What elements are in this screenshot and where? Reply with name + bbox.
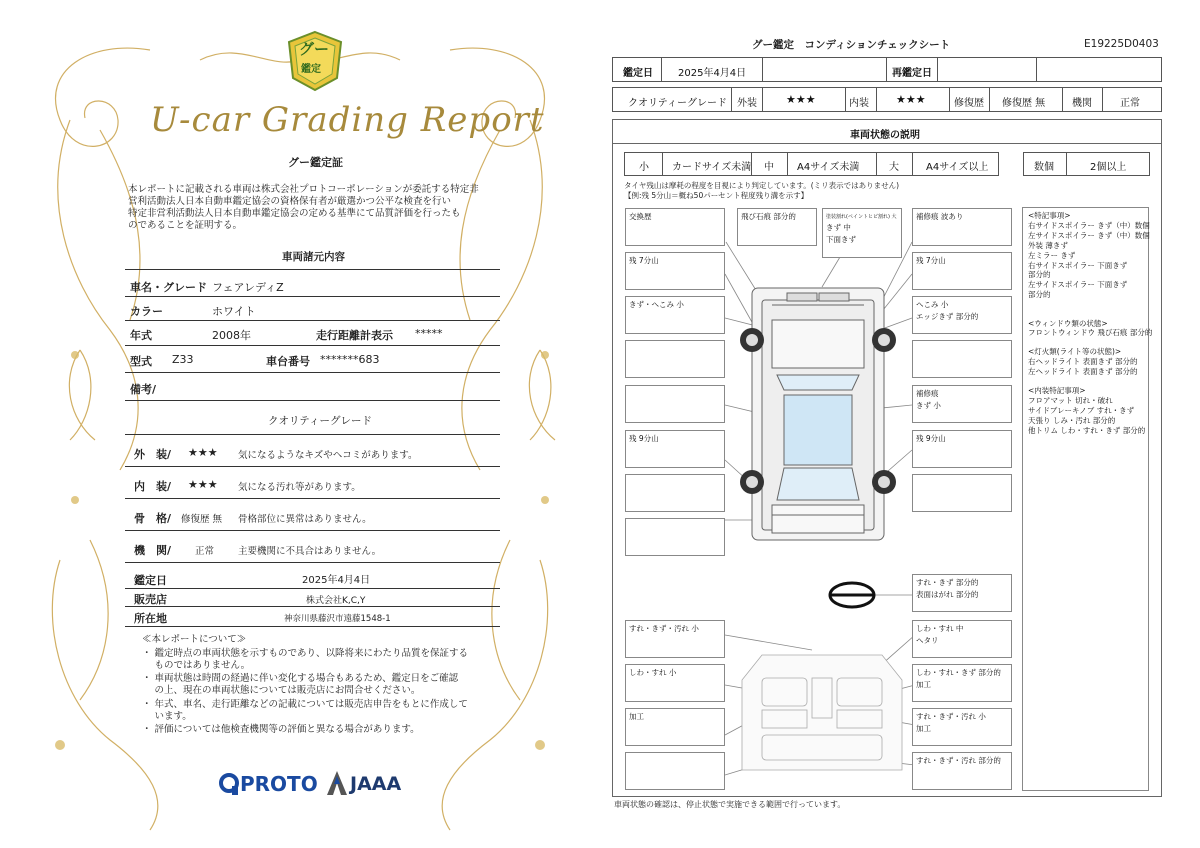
exterior-label: 外 装/	[134, 448, 172, 461]
intro-line-3: 特定非営利活動法人日本自動車鑑定協会の定める基準にて品質評価を行ったも	[128, 208, 461, 219]
condition-text: すれ・きず・汚れ 部分的	[916, 756, 1001, 765]
notice-line-5: ・ 年式、車名、走行距離などの記載については販売店申告をもとに作成して	[142, 699, 468, 710]
condition-box	[912, 474, 1012, 512]
notice-line-6: います。	[142, 711, 192, 722]
notes-line: 外装 薄きず	[1028, 241, 1068, 250]
notice-line-2: ものではありません。	[142, 660, 251, 671]
quality-section-title: クオリティーグレード	[268, 415, 372, 427]
notes-line: 左サイドスポイラー きず（中）数個	[1028, 231, 1150, 240]
condition-text: すれ・きず・汚れ 小	[916, 712, 986, 721]
address-value: 神奈川県藤沢市遠藤1548-1	[284, 614, 391, 624]
divider	[125, 498, 500, 499]
divider	[762, 57, 763, 82]
divider	[787, 152, 788, 176]
condition-text: 塗装割れ(ペイントヒビ割れ) 大	[826, 214, 897, 220]
repair-history-value: 修復歴 無	[1002, 98, 1046, 109]
divider	[762, 87, 763, 112]
notes-line: フロアマット 切れ・破れ	[1028, 396, 1113, 405]
repair-history-label: 修復歴	[954, 98, 984, 109]
divider	[845, 87, 846, 112]
condition-text: 下面きず	[826, 235, 856, 244]
engine-value: 正常	[1120, 98, 1140, 109]
spec-section-title: 車両諸元内容	[282, 251, 345, 263]
condition-box	[625, 430, 725, 468]
condition-box	[822, 208, 902, 258]
model-value: Z33	[172, 353, 194, 366]
condition-box	[625, 474, 725, 512]
divider	[125, 296, 500, 297]
divider	[886, 57, 887, 82]
year-value: 2008年	[212, 329, 251, 342]
address-label: 所在地	[134, 612, 167, 625]
condition-box	[625, 252, 725, 290]
jaaa-logo-text: JAAA	[350, 773, 402, 795]
notes-line: フロントウィンドウ 飛び石痕 部分的	[1028, 328, 1153, 337]
divider	[949, 87, 950, 112]
divider	[661, 57, 662, 82]
notes-line: <特記事項>	[1028, 211, 1071, 220]
notes-line: <灯火類(ライト等の状態)>	[1028, 347, 1122, 356]
frame-comment: 骨格部位に異常はありません。	[238, 514, 372, 525]
notes-line: 左サイドスポイラー 下面きず	[1028, 280, 1128, 289]
divider	[125, 466, 500, 467]
condition-box	[912, 664, 1012, 702]
notes-line: 左ヘッドライト 表面きず 部分的	[1028, 367, 1138, 376]
divider	[612, 143, 1162, 144]
frame-label: 骨 格/	[134, 512, 172, 525]
condition-text: 加工	[916, 680, 931, 689]
divider	[662, 152, 663, 176]
condition-box	[737, 208, 817, 246]
condition-box	[912, 296, 1012, 334]
interior-label: 内 装/	[134, 480, 172, 493]
exterior-label: 外装	[737, 98, 757, 109]
condition-text: 残 9分山	[629, 434, 659, 443]
divider	[1066, 152, 1067, 176]
proto-logo-icon	[218, 772, 240, 796]
divider	[731, 87, 732, 112]
condition-text: きず 中	[826, 223, 851, 232]
condition-text: 飛び石痕 部分的	[741, 212, 796, 221]
notes-line: <内装特記事項>	[1028, 386, 1086, 395]
divider	[1036, 57, 1037, 82]
chassis-label: 車台番号	[266, 355, 310, 368]
count-label: 数個	[1034, 162, 1054, 173]
appraisal-date-label: 鑑定日	[134, 574, 167, 587]
condition-box	[912, 574, 1012, 612]
condition-text: しわ・すれ 中	[916, 624, 964, 633]
engine-value: 正常	[195, 546, 215, 557]
tire-note-1: タイヤ残山は摩耗の程度を目視により判定しています。(ミリ表示ではありません)	[624, 181, 900, 190]
mileage-label: 走行距離計表示	[316, 329, 393, 342]
size-medium: 中	[764, 162, 774, 173]
quality-grade-label: クオリティーグレード	[628, 98, 727, 109]
badge-bottom-text: 鑑定	[301, 64, 321, 75]
condition-text: しわ・すれ 小	[629, 668, 677, 677]
divider	[876, 152, 877, 176]
condition-text: 表面はがれ 部分的	[916, 590, 979, 599]
engine-label: 機関	[1072, 98, 1092, 109]
condition-box	[912, 340, 1012, 378]
condition-box	[912, 752, 1012, 790]
sheet-footer: 車両状態の確認は、停止状態で実施できる範囲で行っています。	[614, 800, 846, 809]
notice-line-4: の上、現在の車両状態については販売店にお問合せください。	[142, 685, 421, 696]
intro-line-2: 営利活動法人日本自動車鑑定協会の資格保有者が厳選かつ公平な検査を行い	[128, 196, 452, 207]
divider	[125, 530, 500, 531]
divider	[125, 606, 500, 607]
badge-top-text: グー	[299, 40, 330, 58]
condition-text: すれ・きず 部分的	[916, 578, 979, 587]
notes-line: 他トリム しわ・すれ・きず 部分的	[1028, 426, 1146, 435]
sheet-id: E19225D0403	[1084, 38, 1159, 50]
engine-label: 機 関/	[134, 544, 172, 557]
tire-note-2: 【例:残 5分山＝概ね50パーセント程度残り溝を示す】	[624, 191, 809, 200]
divider	[125, 626, 500, 627]
notes-line: 左ミラー きず	[1028, 251, 1076, 260]
notes-line: 部分的	[1028, 290, 1051, 299]
intro-line-4: のであることを証明する。	[128, 220, 243, 231]
size-small-desc: カードサイズ未満	[672, 162, 752, 173]
notes-line: 右サイドスポイラー 下面きず	[1028, 261, 1128, 270]
dealer-label: 販売店	[134, 593, 167, 606]
notice-line-3: ・ 車両状態は時間の経過に伴い変化する場合もあるため、鑑定日をご確認	[142, 673, 459, 684]
year-label: 年式	[130, 329, 152, 342]
exterior-stars: ★★★	[188, 446, 218, 459]
size-small: 小	[639, 162, 649, 173]
color-label: カラー	[130, 305, 163, 318]
engine-comment: 主要機関に不具合はありません。	[238, 546, 382, 557]
car-interior-view	[742, 655, 902, 770]
interior-comment: 気になる汚れ等があります。	[238, 482, 361, 493]
notice-line-1: ・ 鑑定時点の車両状態を示すものであり、以降将来にわたり品質を保証する	[142, 648, 469, 659]
condition-box	[912, 252, 1012, 290]
condition-box	[912, 385, 1012, 423]
divider	[1062, 87, 1063, 112]
divider	[125, 345, 500, 346]
car-top-view	[752, 288, 884, 540]
model-label: 型式	[130, 355, 152, 368]
appraisal-date-label: 鑑定日	[623, 68, 653, 79]
divider	[125, 434, 500, 435]
condition-box	[625, 518, 725, 556]
color-value: ホワイト	[212, 305, 256, 318]
count-desc: 2個以上	[1090, 162, 1127, 173]
divider	[125, 562, 500, 563]
notes-line: 右サイドスポイラー きず（中）数個	[1028, 221, 1150, 230]
condition-text: 交換歴	[629, 212, 652, 221]
steering-wheel-icon	[830, 583, 874, 607]
condition-text: 残 9分山	[916, 434, 946, 443]
appraisal-date-value: 2025年4月4日	[302, 575, 371, 586]
vehicle-state-title: 車両状態の説明	[850, 130, 920, 141]
divider	[937, 57, 938, 82]
appraisal-date-value: 2025年4月4日	[678, 68, 747, 79]
condition-text: 補修痕	[916, 389, 939, 398]
condition-box	[625, 296, 725, 334]
condition-box	[625, 664, 725, 702]
mileage-value: *****	[415, 327, 443, 340]
condition-box	[625, 752, 725, 790]
condition-text: しわ・すれ・きず 部分的	[916, 668, 1001, 677]
condition-box	[625, 708, 725, 746]
divider	[989, 87, 990, 112]
intro-line-1: 本レポートに記載される車両は株式会社プロトコーポレーションが委託する特定非	[128, 184, 479, 195]
condition-text: 加工	[916, 724, 931, 733]
reappraisal-date-label: 再鑑定日	[892, 68, 932, 79]
divider	[125, 269, 500, 270]
condition-text: へタリ	[916, 636, 939, 645]
chassis-value: *******683	[320, 353, 380, 366]
sheet-title: グー鑑定 コンディションチェックシート	[752, 39, 951, 51]
report-script-title: U-car Grading Report	[150, 100, 545, 140]
notice-line-7: ・ 評価については他検査機関等の評価と異なる場合があります。	[142, 724, 420, 735]
notes-line: 天張り しみ・汚れ 部分的	[1028, 416, 1116, 425]
proto-logo-text: PROTO	[240, 772, 318, 796]
divider	[912, 152, 913, 176]
size-large-desc: A4サイズ以上	[926, 162, 989, 173]
condition-box	[912, 208, 1012, 246]
size-large: 大	[889, 162, 899, 173]
divider	[125, 588, 500, 589]
divider	[876, 87, 877, 112]
condition-box	[625, 620, 725, 658]
car-name-label: 車名・グレード	[130, 281, 207, 294]
divider	[125, 320, 500, 321]
size-medium-desc: A4サイズ未満	[797, 162, 860, 173]
notice-title: ≪本レポートについて≫	[142, 634, 247, 645]
condition-text: きず 小	[916, 401, 941, 410]
dealer-value: 株式会社K,C,Y	[306, 596, 366, 606]
condition-box	[912, 620, 1012, 658]
interior-stars: ★★★	[188, 478, 218, 491]
jaaa-logo-icon	[326, 770, 348, 796]
condition-text: へこみ 小	[916, 300, 949, 309]
exterior-stars: ★★★	[786, 93, 816, 106]
condition-box	[625, 208, 725, 246]
frame-value: 修復歴 無	[181, 514, 223, 525]
notes-line: <ウィンドウ類の状態>	[1028, 319, 1108, 328]
car-name-value: フェアレディZ	[212, 281, 284, 294]
condition-text: 補修痕 波あり	[916, 212, 964, 221]
divider	[125, 400, 500, 401]
notes-line: サイドブレーキノブ すれ・きず	[1028, 406, 1135, 415]
notes-label: 備考/	[130, 383, 157, 396]
notes-line: 右ヘッドライト 表面きず 部分的	[1028, 357, 1138, 366]
condition-text: 残 7分山	[629, 256, 659, 265]
condition-box	[912, 708, 1012, 746]
divider	[125, 372, 500, 373]
condition-box	[625, 340, 725, 378]
condition-box	[625, 385, 725, 423]
exterior-comment: 気になるようなキズやヘコミがあります。	[238, 450, 418, 461]
condition-text: きず・へこみ 小	[629, 300, 684, 309]
divider	[1102, 87, 1103, 112]
notes-line: 部分的	[1028, 270, 1051, 279]
condition-box	[912, 430, 1012, 468]
interior-label: 内装	[849, 98, 869, 109]
condition-text: 残 7分山	[916, 256, 946, 265]
condition-text: すれ・きず・汚れ 小	[629, 624, 699, 633]
certificate-title: グー鑑定証	[288, 156, 343, 169]
interior-stars: ★★★	[896, 93, 926, 106]
condition-text: エッジきず 部分的	[916, 312, 979, 321]
condition-text: 加工	[629, 712, 644, 721]
